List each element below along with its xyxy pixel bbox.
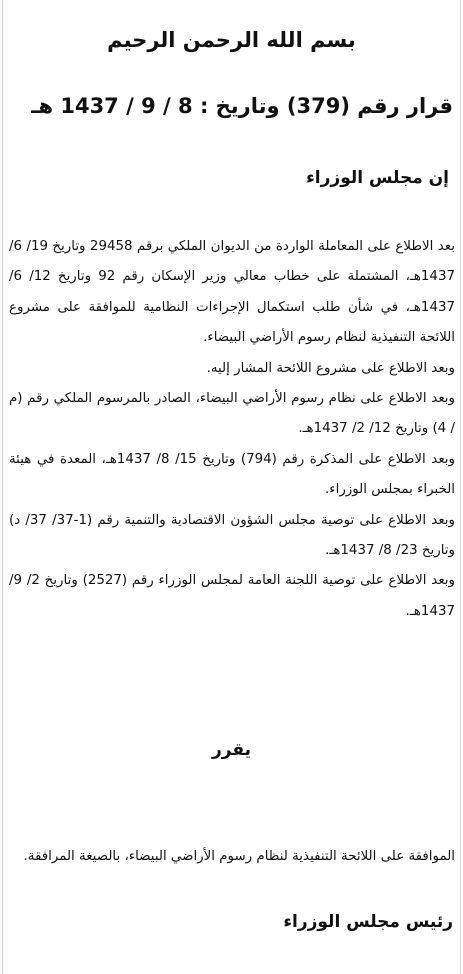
- signature-line: رئيس مجلس الوزراء: [283, 912, 453, 932]
- basmala-heading: بسم الله الرحمن الرحيم: [107, 28, 356, 52]
- preamble-paragraph: وبعد الاطلاع على نظام رسوم الأراضي البيضاء، الصادر بالمرسوم الملكي رقم (م / 4) وتاريخ 12/ 2/ 1437هـ.: [9, 391, 455, 437]
- right-border-line: [460, 0, 461, 974]
- preamble-body: [9, 232, 455, 627]
- preamble-paragraph: وبعد الاطلاع على المذكرة رقم (794) وتاريخ 15/ 8/ 1437هـ، المعدة في هيئة الخبراء بمجلس الوزراء.: [9, 451, 455, 498]
- preamble-paragraph: وبعد الاطلاع على توصية اللجنة العامة لمجلس الوزراء رقم (2527) وتاريخ 2/ 9/ 1437هـ.: [9, 573, 455, 619]
- council-heading: إن مجلس الوزراء: [306, 168, 449, 188]
- left-border-line: [2, 0, 3, 974]
- approval-paragraph: الموافقة على اللائحة التنفيذية لنظام رسوم الأراضي البيضاء، بالصيغة المرافقة.: [23, 849, 455, 864]
- preamble-paragraph: وبعد الاطلاع على مشروع اللائحة المشار إليه.: [206, 360, 455, 376]
- decision-title: قرار رقم (379) وتاريخ : 8 / 9 / 1437 هـ: [31, 94, 453, 118]
- preamble-paragraph: وبعد الاطلاع على توصية مجلس الشؤون الاقتصادية والتنمية رقم (1-37/ 37/ د) وتاريخ 23/ 8/ 1437هـ.: [9, 512, 455, 559]
- decides-heading: يقرر: [212, 740, 251, 760]
- preamble-paragraph: بعد الاطلاع على المعاملة الواردة من الديوان الملكي برقم 29458 وتاريخ 19/ 6/ 1437هـ، المشتملة على خطاب معالي وزير الإسكان رقم 92 وتاريخ 12/ 6/ 1437هـ، في شأن طلب استكمال الإجراءات النظامية للموافقة على مشروع اللائحة التنفيذية لنظام رسوم الأراضي البيضاء.: [9, 239, 455, 346]
